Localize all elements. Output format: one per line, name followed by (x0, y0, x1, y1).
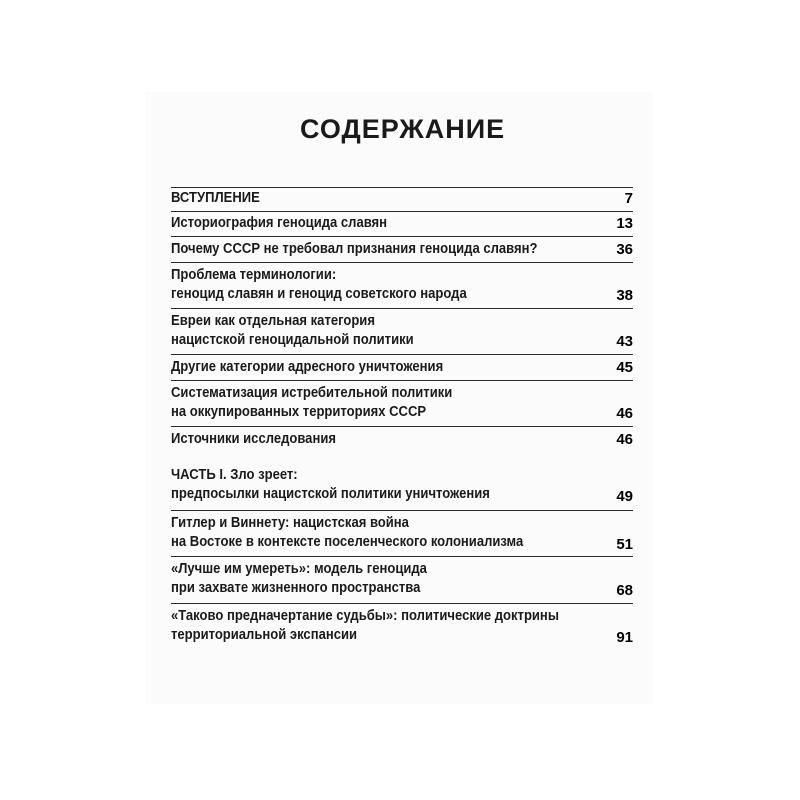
toc-page-number: 43 (616, 333, 633, 350)
toc-entry-line: Источники исследования (171, 431, 336, 447)
toc-entry-line: предпосылки нацистской политики уничтожения (171, 486, 490, 502)
toc-entry-line: Историография геноцида славян (171, 215, 388, 231)
toc-rule (171, 262, 633, 263)
toc-page-number: 68 (616, 582, 633, 599)
toc-entry-line: Систематизация истребительной политики (171, 385, 453, 401)
toc-entry-line: Почему СССР не требовал признания геноцида славян? (171, 241, 538, 257)
toc-entry-line: на Востоке в контексте поселенческого колониализма (171, 534, 524, 550)
toc-entry (171, 240, 587, 259)
toc-entry-line: нацистской геноцидальной политики (171, 332, 414, 348)
toc-entry (171, 430, 587, 449)
toc-page-number: 38 (616, 287, 633, 304)
toc-entry-line: «Лучше им умереть»: модель геноцида (171, 561, 427, 577)
toc-entry (171, 384, 587, 422)
toc-page-number: 36 (616, 241, 633, 258)
toc-rule (171, 308, 633, 309)
toc-rule (171, 236, 633, 237)
toc-page-number: 13 (616, 215, 633, 232)
toc-page-number: 46 (616, 405, 633, 422)
toc-entry (171, 214, 587, 233)
toc-entry-line: «Таково предначертание судьбы»: политические доктрины (171, 608, 559, 624)
toc-entry-line: Другие категории адресного уничтожения (171, 359, 444, 375)
toc-entry (171, 358, 587, 377)
toc-entry-line: Евреи как отдельная категория (171, 313, 375, 329)
toc-entry (171, 466, 587, 504)
toc-rule (171, 187, 633, 188)
toc-rule (171, 211, 633, 212)
toc-page-number: 91 (616, 629, 633, 646)
toc-page-number: 46 (616, 431, 633, 448)
toc-entry (171, 189, 587, 208)
toc-entry (171, 607, 587, 645)
page-title: СОДЕРЖАНИЕ (300, 114, 506, 144)
toc-entry-line: геноцид славян и геноцид советского народа (171, 286, 467, 302)
toc-rule (171, 603, 633, 604)
toc-rule (171, 354, 633, 355)
toc-rule (171, 426, 633, 427)
toc-entry-line: ЧАСТЬ I. Зло зреет: (171, 467, 298, 483)
toc-entry (171, 266, 587, 304)
toc-rule (171, 380, 633, 381)
toc-rule (171, 556, 633, 557)
toc-entry-line: при захвате жизненного пространства (171, 580, 421, 596)
toc-entry (171, 514, 587, 552)
toc-entry-line: Проблема терминологии: (171, 267, 337, 283)
toc-page-number: 51 (616, 536, 633, 553)
toc-entry-line: территориальной экспансии (171, 627, 358, 643)
toc-entry-line: Гитлер и Виннету: нацистская война (171, 515, 409, 531)
toc-entry-line: ВСТУПЛЕНИЕ (171, 190, 260, 206)
toc-page-number: 7 (624, 190, 633, 207)
toc-page-number: 49 (616, 488, 633, 505)
toc-entry (171, 312, 587, 350)
toc-page-number: 45 (616, 359, 633, 376)
toc-entry (171, 560, 587, 598)
toc-rule (171, 510, 633, 511)
toc-entry-line: на оккупированных территориях СССР (171, 404, 427, 420)
